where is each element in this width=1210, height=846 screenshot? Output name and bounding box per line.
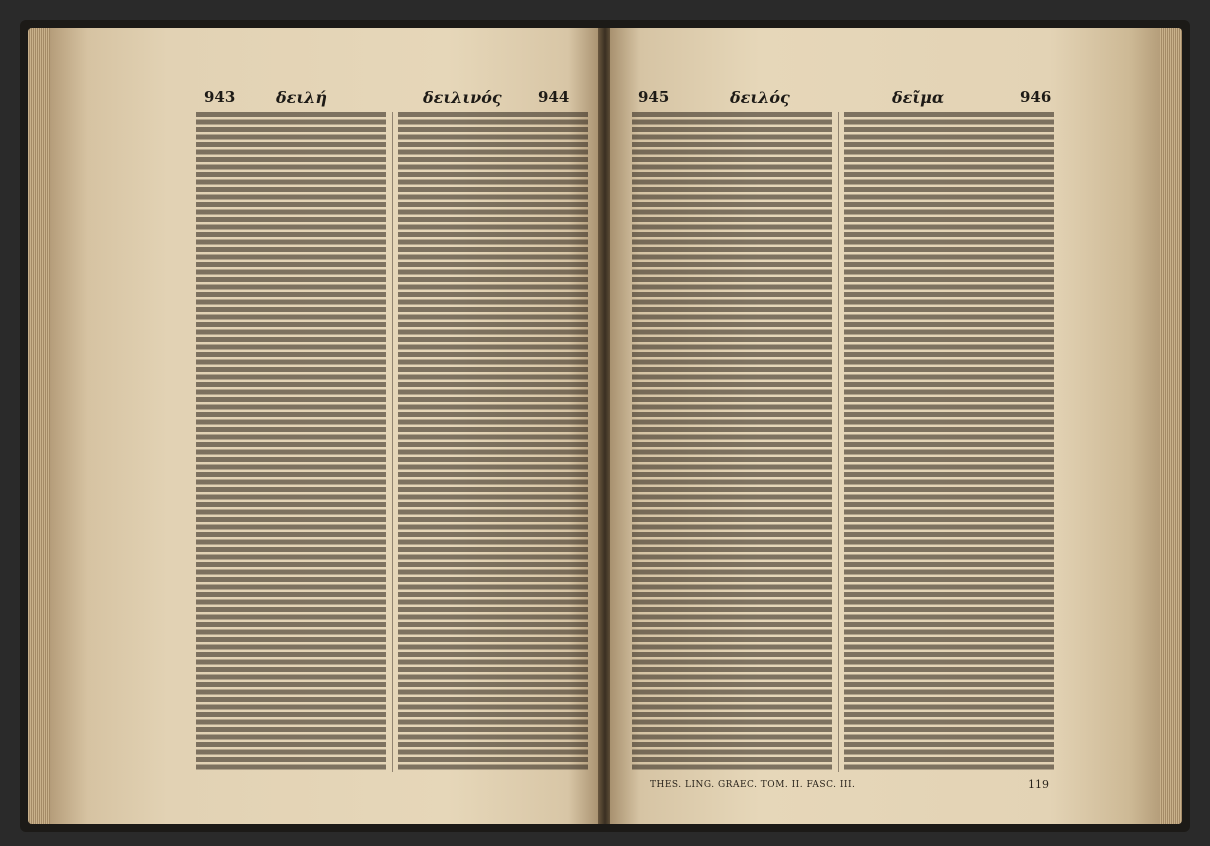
open-book (20, 20, 1190, 832)
page-number-943: 943 (204, 88, 236, 106)
footer-line: THES. LING. GRAEC. TOM. II. FASC. III. (650, 780, 856, 790)
text-column-2 (398, 112, 588, 772)
page-edge-left (28, 28, 50, 824)
page-number-945: 945 (638, 88, 670, 106)
signature-mark: 119 (1028, 778, 1049, 791)
column-rule (838, 112, 839, 772)
text-column-4 (844, 112, 1054, 772)
running-head-center-right: δειλός (730, 88, 790, 107)
right-page (610, 28, 1182, 824)
text-column-3 (632, 112, 832, 772)
text-column-1 (196, 112, 386, 772)
page-number-946: 946 (1020, 88, 1052, 106)
left-page (28, 28, 600, 824)
page-edge-right (1160, 28, 1182, 824)
running-head-center-left: δειλινός (423, 88, 502, 107)
running-head-right: δεῖμα (892, 88, 945, 107)
column-rule (392, 112, 393, 772)
running-head-left: δειλή (276, 88, 327, 107)
page-number-944: 944 (538, 88, 570, 106)
